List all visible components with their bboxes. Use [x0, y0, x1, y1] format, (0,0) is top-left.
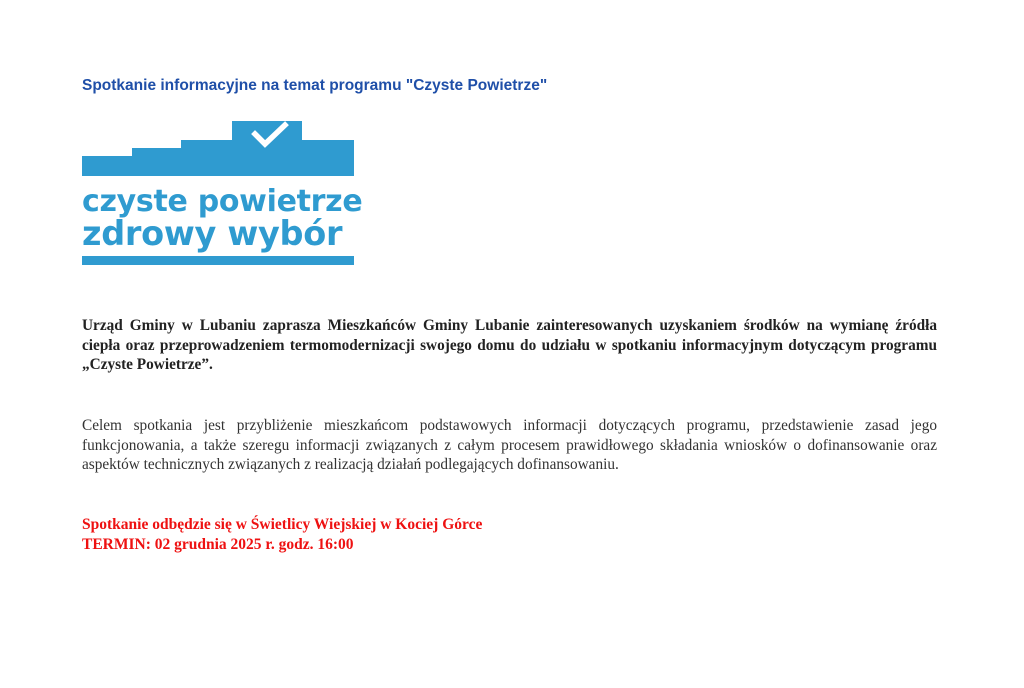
- event-date: TERMIN: 02 grudnia 2025 r. godz. 16:00: [82, 536, 354, 553]
- logo-text-line2: zdrowy wybór: [82, 214, 343, 253]
- invitation-paragraph: Urząd Gminy w Lubaniu zaprasza Mieszkańców Gminy Lubanie zainteresowanych uzyskaniem środków na wymianę źródła ciepła oraz przeprowadzeniem termomodernizacji swojego domu do udziału w spotkaniu informacyjnym dotyczącym programu „Czyste Powietrze”.: [82, 317, 937, 373]
- purpose-paragraph: Celem spotkania jest przybliżenie mieszkańcom podstawowych informacji dotyczących programu, przedstawienie zasad jego funkcjonowania, a także szeregu informacji związanych z całym procesem prawidłowego składania wniosków o dofinansowanie oraz aspektów technicznych związanych z realizacją działań podlegających dofinansowaniu.: [82, 417, 937, 473]
- event-details: [82, 515, 482, 555]
- event-location: Spotkanie odbędzie się w Świetlicy Wiejskiej w Kociej Górce: [82, 516, 483, 533]
- house-roof-shape: [82, 121, 354, 176]
- page-title: Spotkanie informacyjne na temat programu "Czyste Powietrze": [82, 77, 548, 94]
- czyste-powietrze-logo: [82, 118, 363, 268]
- logo-bottom-bar: [82, 256, 354, 265]
- logo-text-line1: czyste powietrze: [82, 184, 363, 219]
